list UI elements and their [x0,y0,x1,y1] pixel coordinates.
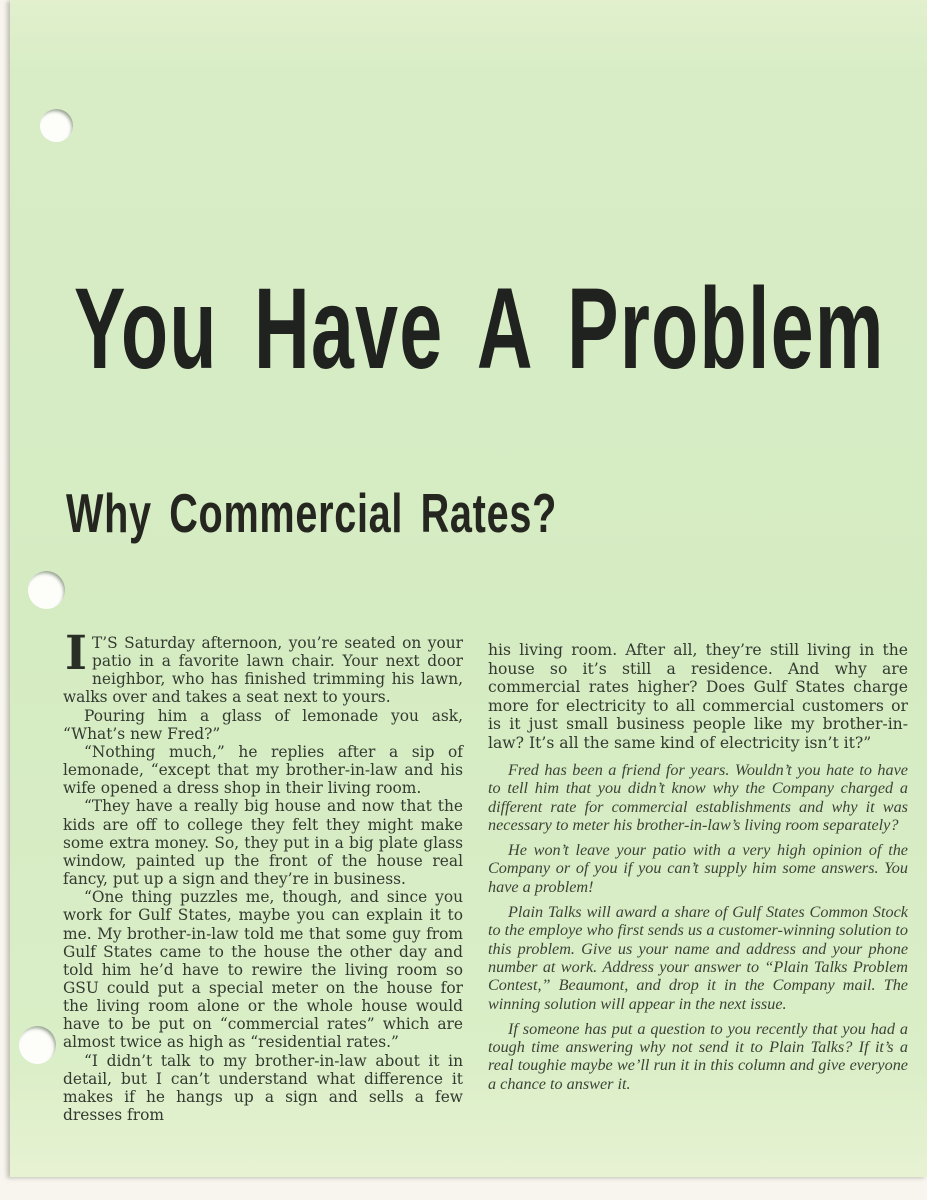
paragraph-italic: He won’t leave your patio with a very high opinion of the Company or of you if you can’t supply him some answers. You have a problem! [488,841,908,896]
paragraph: “Nothing much,” he replies after a sip of lemonade, “except that my brother-in-law and his wife opened a dress shop in their living room. [63,742,463,798]
column-left [63,626,463,1125]
paragraph-italic: Plain Talks will award a share of Gulf States Common Stock to the employe who first sends us a customer-winning solution to this problem. Give us your name and address and your phone number at work. Address your answer to “Plain Talks Problem Contest,” Beaumont, and drop it in the Company mail. The winning solution will appear in the next issue. [488,903,908,1013]
paragraph: “They have a really big house and now that the kids are off to college they felt they might make some extra money. So, they put in a big plate glass window, painted up the front of the house real fancy, put up a sign and they’re in business. [63,797,463,889]
paragraph: “One thing puzzles me, though, and since you work for Gulf States, maybe you can explain it to me. My brother-in-law told me that some guy from Gulf States came to the house the other day and told him he’d have to rewire the living room so GSU could put a special meter on the house for the living room alone or the whole house would have to be put on “commercial rates” which are almost twice as high as “residential rates.” [63,888,463,1052]
lead-text: T’S Saturday afternoon, you’re seated on your patio in a favorite lawn chair. Your next door neighbor, who has finished trimming his lawn, walks over and takes a seat next to yours. [63,634,463,707]
paper-sheet [10,0,927,1177]
paragraph-lead [63,626,463,707]
paragraph: Pouring him a glass of lemonade you ask, “What’s new Fred?” [63,706,463,743]
article-subtitle: Why Commercial Rates? [66,482,557,544]
paragraph-italic: Fred has been a friend for years. Wouldn’t you hate to have to tell him that you didn’t know why the Company charged a different rate for commercial establishments and why it was necessary to meter his brother-in-law’s living room separately? [488,761,908,834]
punch-hole-bottom [19,1026,56,1064]
paragraph: “I didn’t talk to my brother-in-law about it in detail, but I can’t understand what difference it makes if he hangs up a sign and sells a few dresses from [63,1051,463,1125]
article-body [63,626,908,1125]
drop-cap: I [65,626,87,681]
article-title: You Have A Problem [74,265,885,393]
punch-hole-top [40,109,73,142]
punch-hole-middle [28,571,65,609]
column-right [488,634,908,1124]
paragraph-continuation: his living room. After all, they’re still living in the house so it’s still a residence. And why are commercial rates higher? Does Gulf States charge more for electricity to all commercial customers or is it just small business people like my brother-in-law? It’s all the same kind of electricity isn’t it?” [488,641,908,752]
paragraph-italic: If someone has put a question to you recently that you had a tough time answering why not send it to Plain Talks? If it’s a real toughie maybe we’ll run it in this column and give everyone a chance to answer it. [488,1019,908,1093]
